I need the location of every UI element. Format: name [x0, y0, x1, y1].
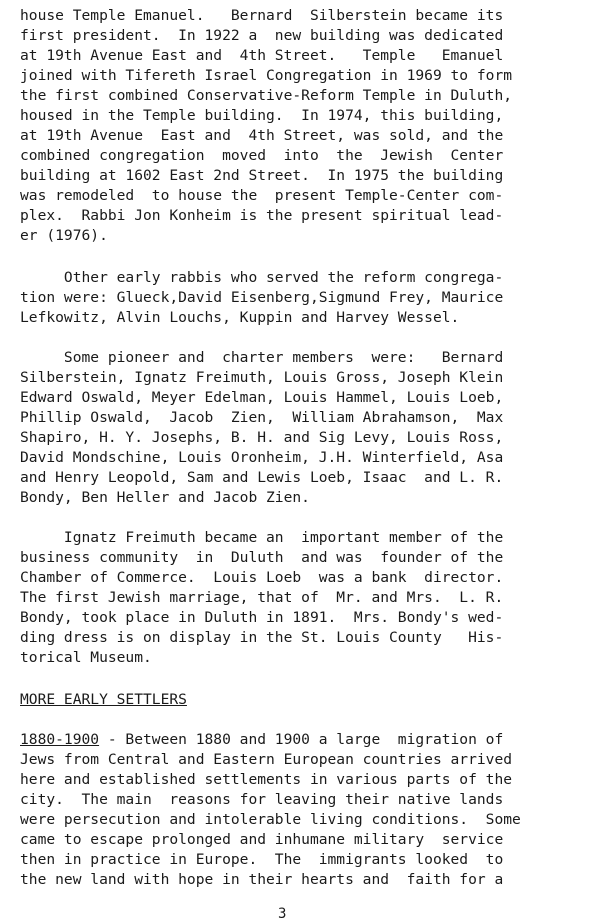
date-range-label: 1880-1900	[20, 731, 100, 748]
text-line: torical Museum.	[20, 649, 152, 666]
text-line: ding dress is on display in the St. Louis County His-	[20, 629, 504, 646]
text-line: Bondy, took place in Duluth in 1891. Mrs. Bondy's wed-	[20, 609, 504, 626]
text-line: came to escape prolonged and inhumane military service	[20, 831, 504, 848]
text-line: Phillip Oswald, Jacob Zien, William Abrahamson, Max	[20, 409, 504, 426]
text-line: and Henry Leopold, Sam and Lewis Loeb, Isaac and L. R.	[20, 469, 504, 486]
text-line: joined with Tifereth Israel Congregation in 1969 to form	[20, 67, 513, 84]
text-line: Lefkowitz, Alvin Louchs, Kuppin and Harvey Wessel.	[20, 309, 460, 326]
text-line: Ignatz Freimuth became an important member of the	[20, 529, 504, 546]
text-line: were persecution and intolerable living conditions. Some	[20, 811, 521, 828]
text-line: Bondy, Ben Heller and Jacob Zien.	[20, 489, 310, 506]
text-line: tion were: Glueck,David Eisenberg,Sigmund Frey, Maurice	[20, 289, 504, 306]
text-line: here and established settlements in various parts of the	[20, 771, 513, 788]
text-line: the first combined Conservative-Reform Temple in Duluth,	[20, 87, 513, 104]
text-line: at 19th Avenue East and 4th Street, was sold, and the	[20, 127, 504, 144]
text-line: then in practice in Europe. The immigrants looked to	[20, 851, 504, 868]
text-line: at 19th Avenue East and 4th Street. Temple Emanuel	[20, 47, 504, 64]
text-line: business community in Duluth and was founder of the	[20, 549, 504, 566]
text-line: Silberstein, Ignatz Freimuth, Louis Gross, Joseph Klein	[20, 369, 504, 386]
text-line: Other early rabbis who served the reform congrega-	[20, 269, 504, 286]
section-heading: MORE EARLY SETTLERS	[20, 691, 187, 708]
text-span: - Between 1880 and 1900 a large migration of	[99, 731, 504, 748]
text-line: plex. Rabbi Jon Konheim is the present spiritual lead-	[20, 207, 504, 224]
text-line: Shapiro, H. Y. Josephs, B. H. and Sig Levy, Louis Ross,	[20, 429, 504, 446]
text-line: combined congregation moved into the Jewish Center	[20, 147, 504, 164]
text-line: Edward Oswald, Meyer Edelman, Louis Hammel, Louis Loeb,	[20, 389, 504, 406]
text-line: Some pioneer and charter members were: Bernard	[20, 349, 504, 366]
text-line: building at 1602 East 2nd Street. In 1975 the building	[20, 167, 504, 184]
text-line: was remodeled to house the present Temple-Center com-	[20, 187, 504, 204]
text-line: first president. In 1922 a new building was dedicated	[20, 27, 504, 44]
text-line: housed in the Temple building. In 1974, this building,	[20, 107, 504, 124]
text-line: Jews from Central and Eastern European countries arrived	[20, 751, 513, 768]
text-line: city. The main reasons for leaving their native lands	[20, 791, 504, 808]
text-line: er (1976).	[20, 227, 108, 244]
text-line	[20, 730, 503, 750]
text-line: the new land with hope in their hearts and faith for a	[20, 871, 504, 888]
text-line: house Temple Emanuel. Bernard Silberstein became its	[20, 7, 504, 24]
text-line: The first Jewish marriage, that of Mr. and Mrs. L. R.	[20, 589, 504, 606]
text-line: David Mondschine, Louis Oronheim, J.H. Winterfield, Asa	[20, 449, 504, 466]
page-number: 3	[278, 906, 287, 922]
text-line: Chamber of Commerce. Louis Loeb was a bank director.	[20, 569, 504, 586]
